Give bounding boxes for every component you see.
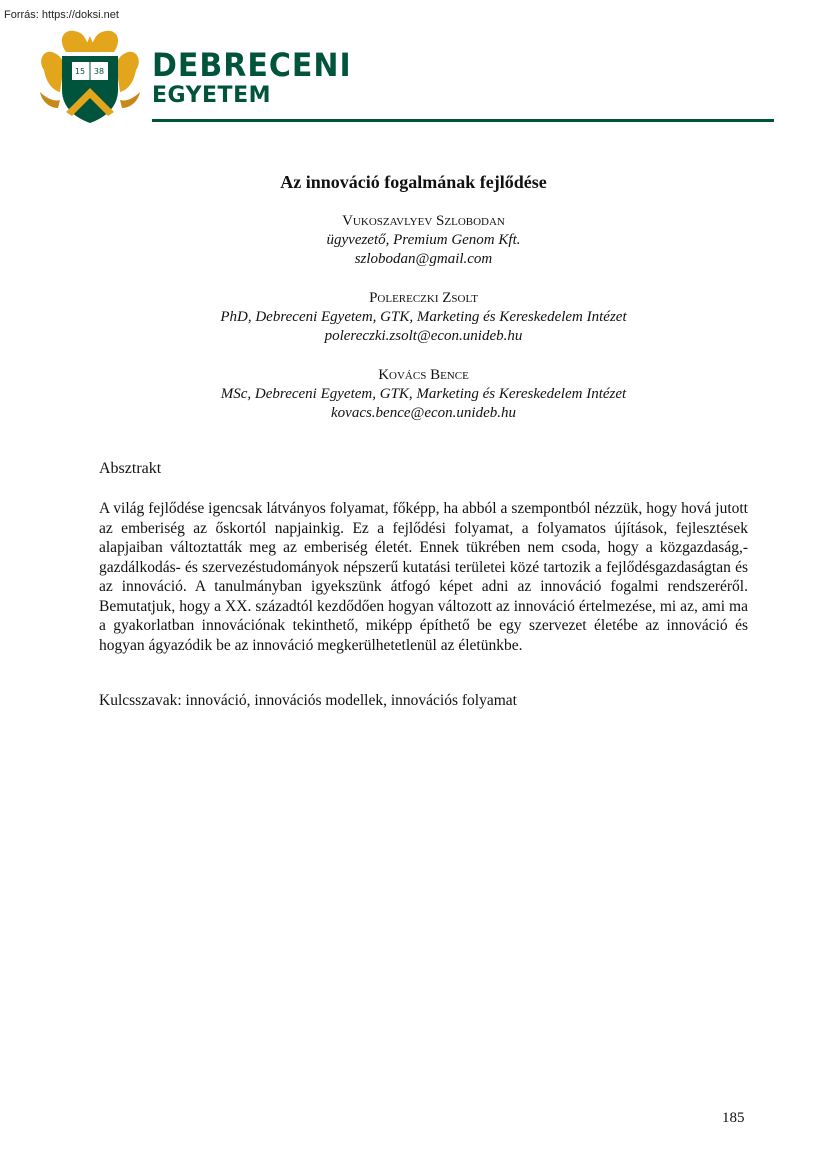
author-affiliation: ügyvezető, Premium Genom Kft. <box>326 232 521 248</box>
paper-title: Az innováció fogalmának fejlődése <box>280 172 547 192</box>
author-name: Vukoszavlyev Szlobodan <box>342 213 505 229</box>
author-affiliation: PhD, Debreceni Egyetem, GTK, Marketing és Kereskedelem Intézet <box>220 309 627 325</box>
author-affiliation: MSc, Debreceni Egyetem, GTK, Marketing és Kereskedelem Intézet <box>220 386 627 402</box>
brand-line-2: EGYETEM <box>152 83 271 108</box>
crest-year-right: 38 <box>93 67 105 76</box>
crest-book-text <box>72 62 108 80</box>
brand-line-1: DEBRECENI <box>152 46 352 85</box>
source-note[interactable]: Forrás: https://doksi.net <box>4 9 119 21</box>
author-email[interactable]: szlobodan@gmail.com <box>354 251 493 267</box>
author-block-3 <box>0 366 827 423</box>
author-email[interactable]: kovacs.bence@econ.unideb.hu <box>331 405 516 421</box>
author-email[interactable]: polereczki.zsolt@econ.unideb.hu <box>324 328 523 344</box>
abstract-body: A világ fejlődése igencsak látványos folyamat, főképp, ha abból a szempontból nézzük, hogy hová jutott az emberiség az őskortól napjainkig. Ez a fejlődési folyamat, a folyamatos újítások, fejlesztések alapjaiban változtatták meg az emberiség életét. Ennek tükrében nem csoda, hogy a közgazdaság,- gazdálkodás- és szervezéstudományok népszerű kutatási területei közé tartozik a fejlődésgazdaságtan és az innováció. A tanulmányban igyekszünk átfogó képet adni az innováció fogalmi rendszeréről. Bemutatjuk, hogy a XX. századtól kezdődően hogyan változott az innováció értelmezése, mi az, ami ma a gyakorlatban innovációnak tekinthető, miképp építhető be egy szervezet életébe az innováció és hogyan ágyazódik be az innováció megkerülhetetlenül az életünkbe. <box>99 500 748 654</box>
keywords-line: Kulcsszavak: innováció, innovációs modellek, innovációs folyamat <box>99 692 517 709</box>
crest-year-left: 15 <box>74 67 86 76</box>
abstract-heading: Absztrakt <box>99 460 162 477</box>
author-name: Polereczki Zsolt <box>369 290 478 306</box>
brand-wordmark <box>152 46 352 108</box>
author-block-1 <box>0 212 827 269</box>
header-divider <box>152 119 774 122</box>
page-number: 185 <box>722 1110 745 1126</box>
page-header <box>0 0 827 130</box>
author-name: Kovács Bence <box>378 367 469 383</box>
author-block-2 <box>0 289 827 346</box>
